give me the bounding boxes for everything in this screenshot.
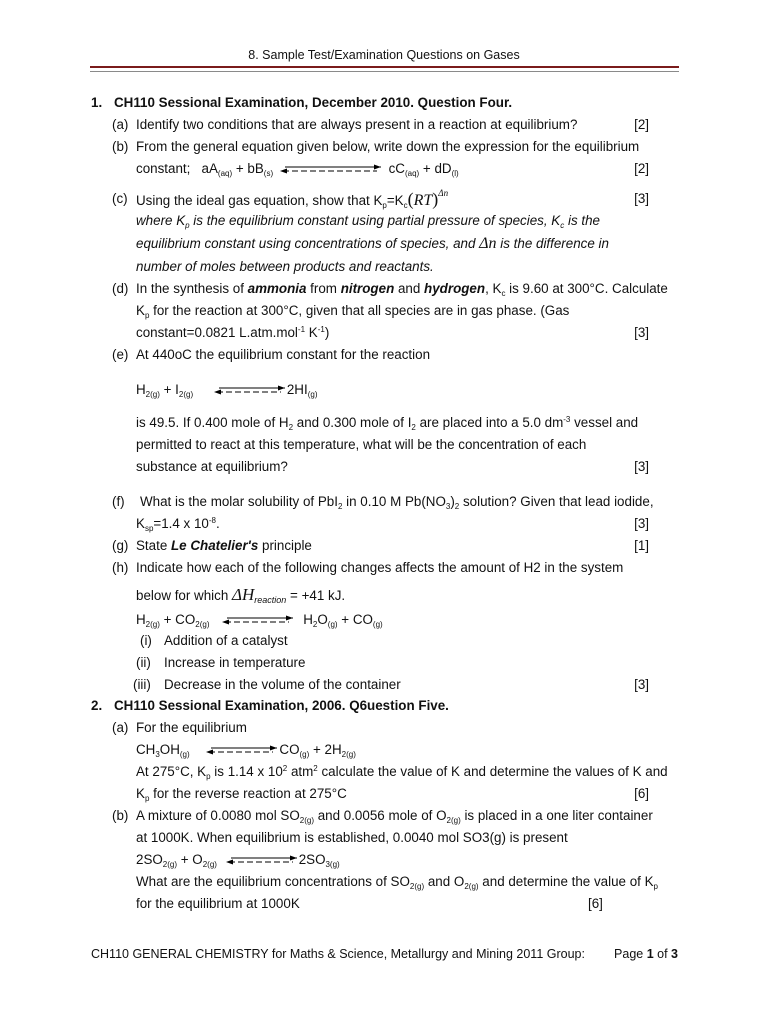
q1c-line2: where $K_p$ is the equilibrium constant using partial pressure of species, $K_c$ is the — [136, 213, 600, 230]
q1e-label: (e) — [112, 347, 129, 362]
q1b-text: From the general equation given below, write down the expression for the equilibrium — [136, 139, 640, 154]
q1e-line1: is 49.5. If 0.400 mole of $H_2$ and 0.300 mole of $I_2$ are placed into a 5.0 $dm^{-3}$ vessel and — [136, 415, 639, 432]
q1h-item-3-num: (iii) — [133, 677, 151, 692]
q2b-line1: A mixture of 0.0080 mol $SO_{2(g)}$ and 0.0056 mole of $O_{2(g)}$ is placed in a one liter container — [136, 808, 653, 825]
q1-title: CH110 Sessional Examination, December 2010. Question Four. — [114, 95, 513, 110]
q1h-item-3-text: Decrease in the volume of the container — [164, 677, 401, 692]
q1g-label: (g) — [112, 538, 129, 553]
q1b-equation: constant; $aA_{(aq)} + bB_{(s)}$ $cC_{(aq)} + dD_{(l)}$ — [136, 161, 459, 178]
q1f-line2: $K_{sp}=1.4$ x $10^{-8}$. — [136, 516, 220, 533]
footer-course: CH110 GENERAL CHEMISTRY for Maths & Science, Metallurgy and Mining 2011 Group: — [91, 947, 585, 961]
q2b-label: (b) — [112, 808, 129, 823]
q1a-marks: [2] — [634, 117, 649, 132]
q2a-line1: At 275°C, $K_p$ is 1.14 x $10^2$ atm$^2$ calculate the value of K and determine the values of K and — [136, 764, 668, 781]
q2a-line2: $K_p$ for the reverse reaction at 275°C — [136, 786, 347, 803]
q1e-line2: permitted to react at this temperature, what will be the concentration of each — [136, 437, 587, 452]
q2a-label: (a) — [112, 720, 129, 735]
q2-number: 2. — [91, 698, 103, 713]
equilibrium-arrow-icon — [203, 744, 279, 756]
q1b-marks: [2] — [634, 161, 649, 176]
header-rule-grey — [90, 71, 679, 72]
q2b-line5: for the equilibrium at 1000K — [136, 896, 300, 911]
q1d-line2: $K_p$ for the reaction at 300°C, given that all species are in gas phase. (Gas — [136, 303, 570, 320]
q1h-label: (h) — [112, 560, 129, 575]
q1e-text: At 440oC the equilibrium constant for the reaction — [136, 347, 431, 362]
q1c-text: Using the ideal gas equation, show that $K_p=K_c(RT)^{\Delta n}$ — [136, 188, 449, 210]
q1h-item-2-num: (ii) — [136, 655, 151, 670]
q1h-enthalpy: below for which $\Delta H_{reaction} = +41$ kJ. — [136, 585, 346, 605]
q1h-marks: [3] — [634, 677, 649, 692]
q1-number: 1. — [91, 95, 103, 110]
footer-page-number: Page 1 of 3 — [614, 947, 678, 961]
q2a-marks: [6] — [634, 786, 649, 801]
q1f-label: (f) — [112, 494, 125, 509]
q2a-text: For the equilibrium — [136, 720, 247, 735]
q1d-line3: constant=0.0821 L.atm.mol$^{-1}$ $K^{-1}$) — [136, 325, 330, 340]
q1e-equation: $H_{2(g)} + I_{2(g)}$ $2HI_{(g)}$ — [136, 382, 318, 399]
q2-title: CH110 Sessional Examination, 2006. Q6uestion Five. — [114, 698, 449, 713]
q1f-line1: What is the molar solubility of PbI$_2$ in 0.10 M $Pb(NO_3)_2$ solution? Given that lead iodide, — [140, 494, 654, 511]
q2b-marks: [6] — [588, 896, 603, 911]
q1f-marks: [3] — [634, 516, 649, 531]
q1g-text: State Le Chatelier's principle — [136, 538, 312, 553]
equilibrium-arrow-icon — [211, 384, 287, 396]
equilibrium-arrow-icon — [219, 614, 295, 626]
q1h-item-1-text: Addition of a catalyst — [164, 633, 288, 648]
q1c-line3: equilibrium constant using concentrations of species, and Δn is the difference in — [136, 235, 609, 252]
q1a-label: (a) — [112, 117, 129, 132]
q1h-text: Indicate how each of the following changes affects the amount of H2 in the system — [136, 560, 624, 575]
page-header: 8. Sample Test/Examination Questions on Gases — [248, 48, 520, 62]
q1c-label: (c) — [112, 191, 128, 206]
q1a-text: Identify two conditions that are always present in a reaction at equilibrium? — [136, 117, 578, 132]
q1d-marks: [3] — [634, 325, 649, 340]
q1b-label: (b) — [112, 139, 129, 154]
q2b-line2: at 1000K. When equilibrium is established, 0.0040 mol SO3(g) is present — [136, 830, 568, 845]
q1g-marks: [1] — [634, 538, 649, 553]
header-rule-red — [90, 66, 679, 68]
q1e-line3: substance at equilibrium? — [136, 459, 288, 474]
equilibrium-arrow-icon — [223, 854, 299, 866]
q2b-equation: $2SO_{2(g)} + O_{2(g)}$ $2SO_{3(g)}$ — [136, 852, 340, 869]
q2a-equation: $CH_3OH_{(g)}$ $CO_{(g)} + 2H_{2(g)}$ — [136, 742, 356, 759]
q1d-line1: In the synthesis of ammonia from nitrogen and hydrogen, $K_c$ is 9.60 at 300°C. Calculate — [136, 281, 668, 298]
q1e-marks: [3] — [634, 459, 649, 474]
q1h-item-1-num: (i) — [140, 633, 152, 648]
q1c-marks: [3] — [634, 191, 649, 206]
q2b-line4: What are the equilibrium concentrations of $SO_{2(g)}$ and $O_{2(g)}$ and determine the value of $K_p$ — [136, 874, 658, 891]
q1d-label: (d) — [112, 281, 129, 296]
q1h-item-2-text: Increase in temperature — [164, 655, 306, 670]
q1c-line4: number of moles between products and reactants. — [136, 259, 434, 274]
equilibrium-arrow-icon — [277, 163, 385, 175]
q1h-equation: $H_{2(g)} + CO_{2(g)}$ $H_2O_{(g)} + CO_{(g)}$ — [136, 612, 383, 629]
